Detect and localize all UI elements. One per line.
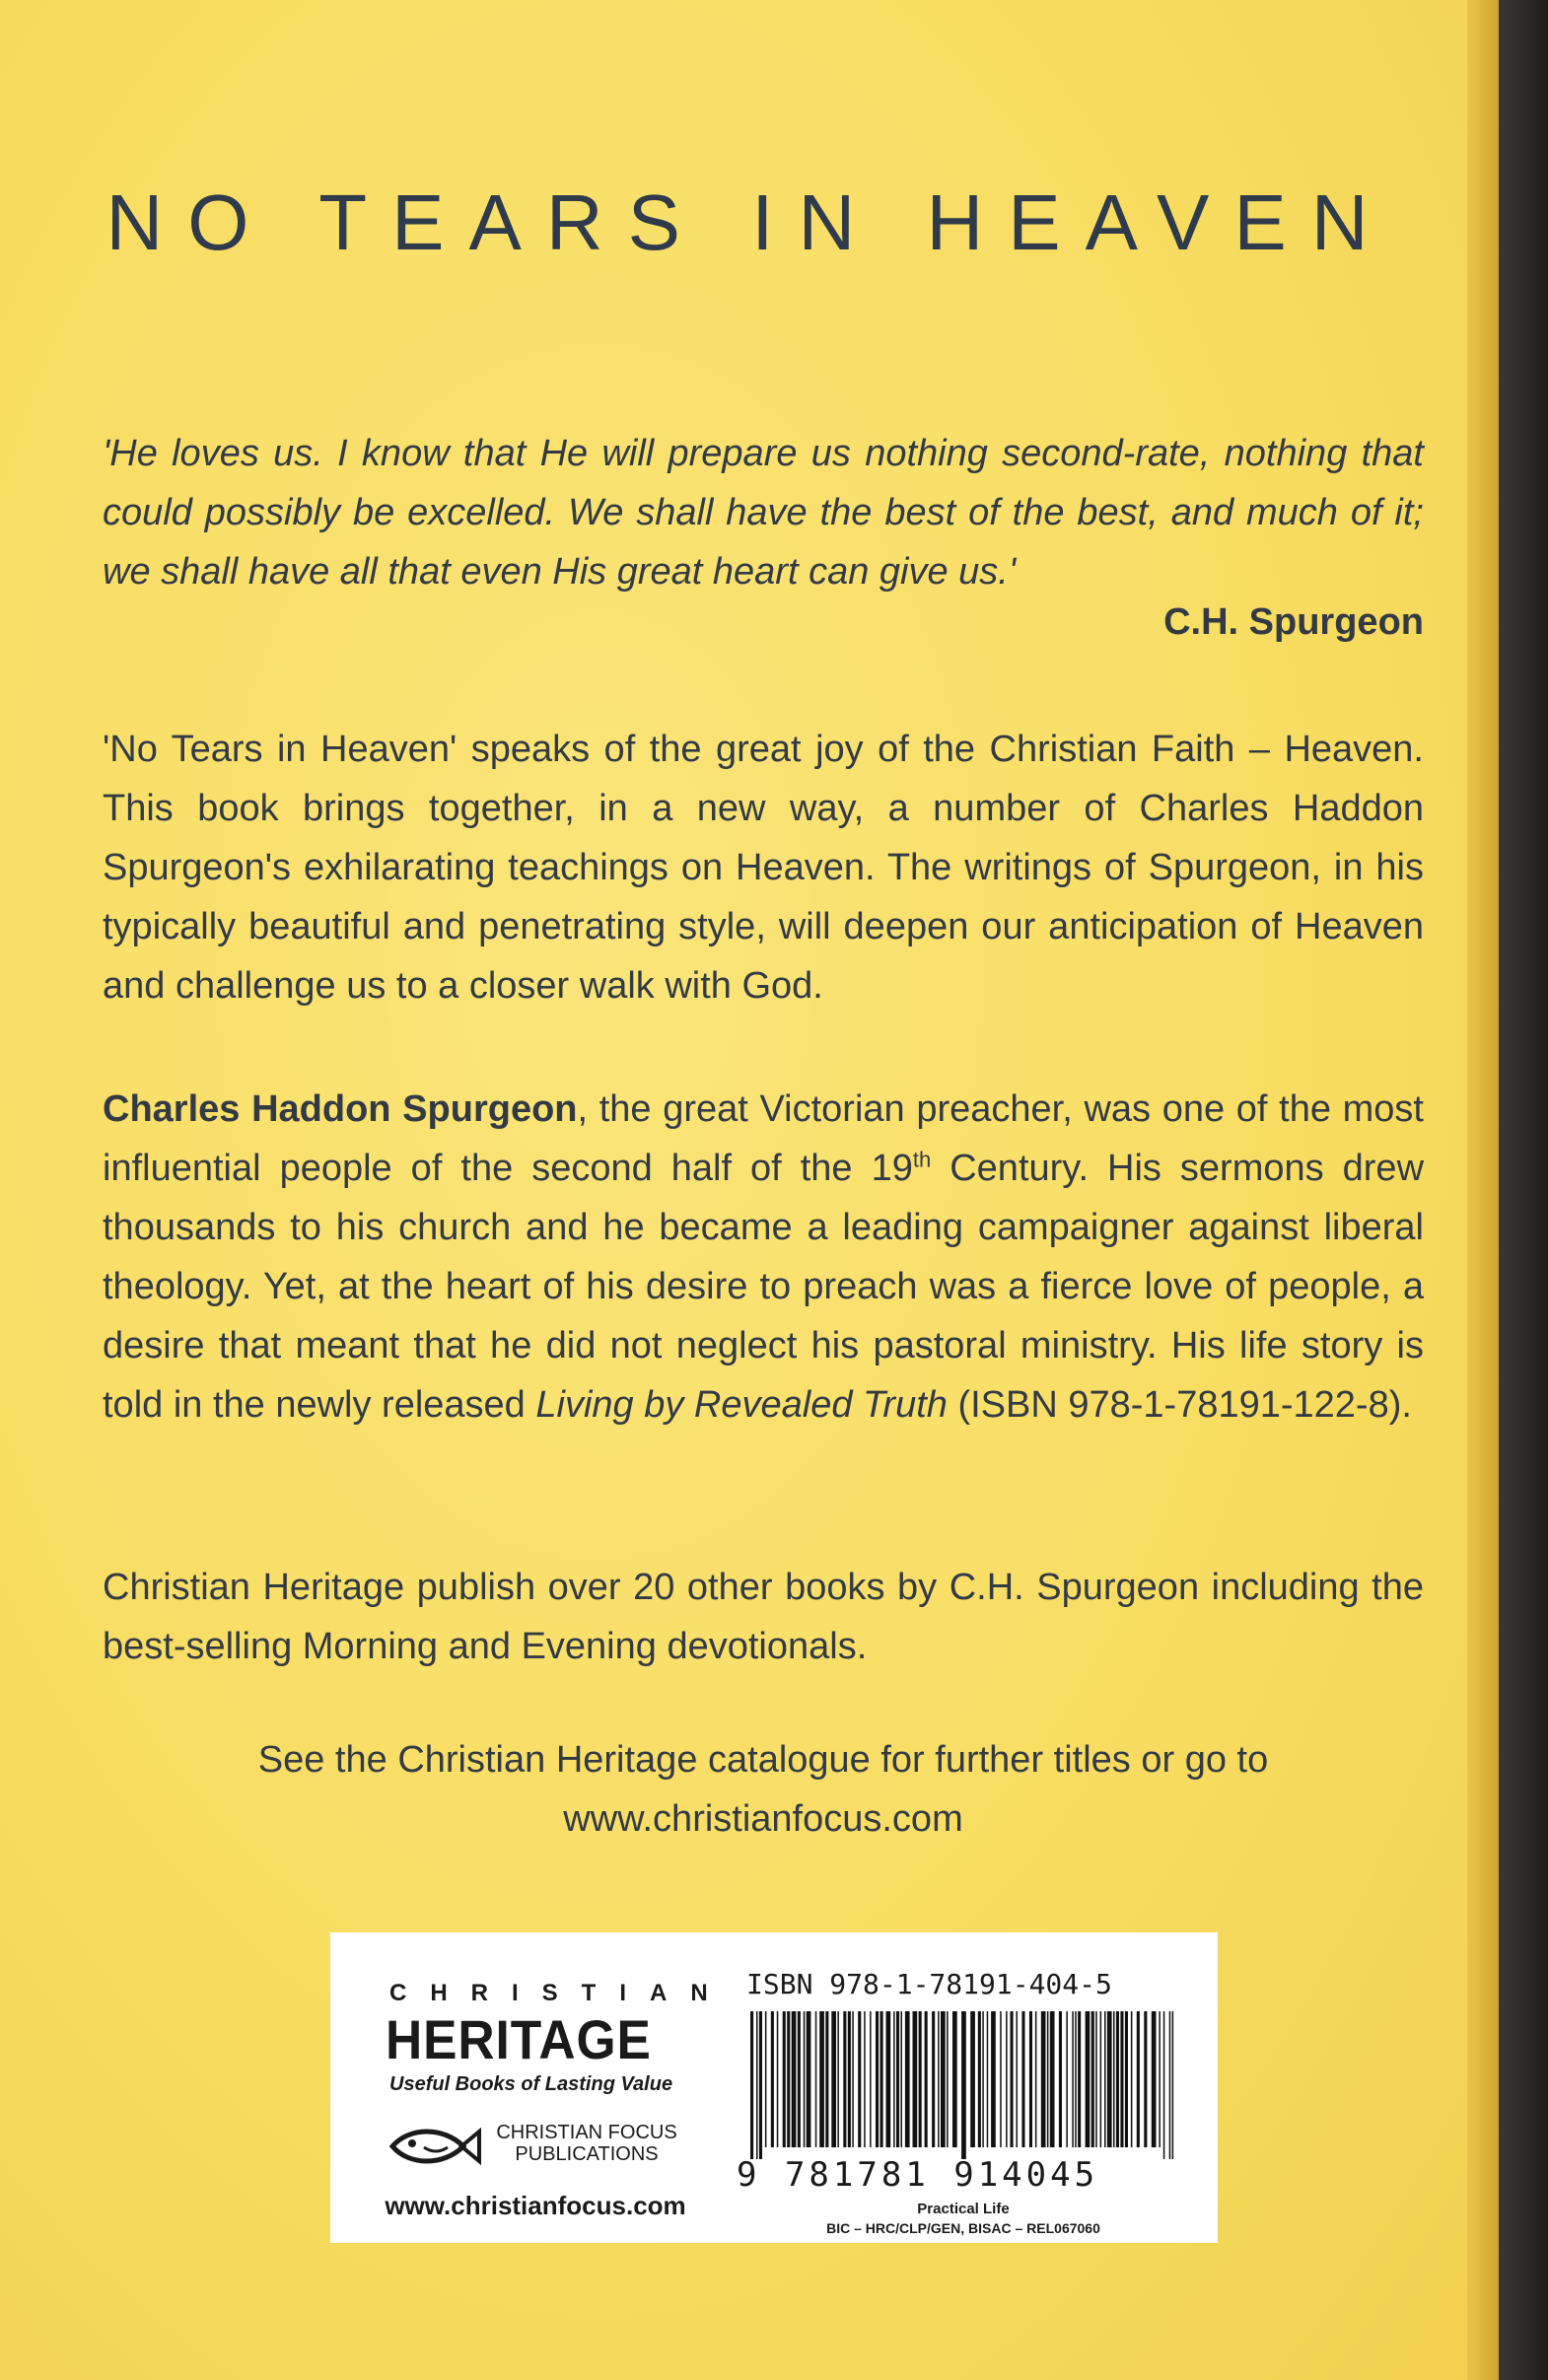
imprint-name: HERITAGE <box>386 2008 652 2070</box>
barcode-bar <box>1125 2011 1128 2147</box>
barcode-bar <box>1120 2011 1123 2147</box>
catalogue-line-1: See the Christian Heritage catalogue for further titles or go to <box>257 1739 1269 1781</box>
barcode-bar <box>991 2011 996 2147</box>
barcode-bar <box>1000 2011 1002 2147</box>
barcode-bar <box>1050 2011 1055 2147</box>
barcode-bar <box>1095 2011 1097 2147</box>
barcode-bar <box>1011 2011 1014 2147</box>
barcode-bar <box>1066 2011 1068 2147</box>
barcode-bar <box>1078 2011 1081 2147</box>
barcode-bar <box>919 2011 922 2147</box>
barcode-bar <box>1006 2011 1008 2147</box>
barcode-bar <box>1159 2011 1161 2147</box>
barcode-bar <box>1116 2011 1119 2147</box>
page-edge-shadow <box>1499 0 1548 2380</box>
barcode-bar <box>1163 2011 1165 2159</box>
barcode-bar <box>771 2011 774 2147</box>
imprint-tagline: Useful Books of Lasting Value <box>389 2073 673 2095</box>
barcode-digits: 9 781781 914045 <box>737 2155 1099 2195</box>
barcode-bar <box>1172 2011 1174 2159</box>
barcode-bar <box>756 2011 758 2159</box>
barcode-bar <box>901 2011 903 2147</box>
barcode-bar <box>870 2011 872 2147</box>
barcode-bar <box>750 2011 753 2159</box>
barcode-bar <box>1072 2011 1074 2147</box>
barcode-bar <box>1017 2011 1019 2147</box>
barcode-bar <box>848 2011 851 2147</box>
barcode-bar <box>1131 2011 1133 2147</box>
fish-logo-icon <box>385 2122 483 2171</box>
barcode-bar <box>1021 2011 1024 2147</box>
barcode-bar <box>787 2011 790 2147</box>
barcode-bar <box>952 2011 957 2147</box>
barcode-bar <box>831 2011 836 2147</box>
barcode-bar <box>978 2011 981 2147</box>
barcode-bar <box>852 2011 854 2147</box>
imprint-top-label: CHRISTIAN <box>389 1980 732 2006</box>
barcode-bar <box>765 2011 767 2147</box>
spurgeon-quote: 'He loves us. I know that He will prepare us nothing second-rate, nothing that could possibly be excelled. We shall have the best of the best, and much of it; we shall have all that even His great heart can give us.' <box>103 433 1424 593</box>
bio-superscript: th <box>912 1147 932 1172</box>
barcode-bar <box>970 2011 975 2147</box>
barcode-bar <box>759 2011 762 2159</box>
bio-part-2: Century. His sermons drew thousands to his church and he became a leading campaigner against liberal theology. Yet, at the heart of his desire to preach was a fierce love of people, a desire that meant that he did not neglect his pastoral ministry. His life story is told in the newly released <box>103 1148 1425 1426</box>
barcode-bar <box>798 2011 801 2147</box>
barcode-bar <box>1104 2011 1106 2147</box>
barcode-bar <box>1029 2011 1032 2147</box>
focus-line-2: PUBLICATIONS <box>515 2143 659 2165</box>
barcode-bar <box>1086 2011 1091 2147</box>
quote-attribution: C.H. Spurgeon <box>1163 601 1424 643</box>
classification-codes: BIC – HRC/CLP/GEN, BISAC – REL067060 <box>826 2220 1100 2236</box>
barcode-bar <box>792 2011 797 2147</box>
publisher-website: www.christianfocus.com <box>385 2191 686 2220</box>
barcode-bar <box>941 2011 946 2147</box>
barcode-bar <box>886 2011 891 2147</box>
barcode-bar <box>1107 2011 1112 2147</box>
barcode-bar <box>1113 2011 1115 2147</box>
barcode-bar <box>819 2011 824 2147</box>
barcode-bar <box>876 2011 879 2147</box>
barcode-bar <box>925 2011 928 2147</box>
barcode-bar <box>893 2011 895 2147</box>
barcode-bar <box>961 2011 966 2159</box>
barcode-bar <box>777 2011 779 2147</box>
author-name: Charles Haddon Spurgeon <box>103 1088 578 1130</box>
book-title: NO TEARS IN HEAVEN <box>106 178 1393 266</box>
barcode-bar <box>896 2011 899 2147</box>
isbn-label: ISBN 978-1-78191-404-5 <box>746 1968 1112 2000</box>
catalogue-url: www.christianfocus.com <box>563 1798 963 1840</box>
barcode-bar <box>1091 2011 1094 2147</box>
author-bio <box>103 1080 1424 1435</box>
spine-edge <box>1467 0 1499 2380</box>
barcode-bar <box>1059 2011 1062 2147</box>
more-books: Christian Heritage publish over 20 other books by C.H. Spurgeon including the best-selling Morning and Evening devotionals. <box>103 1567 1424 1667</box>
category-label: Practical Life <box>917 2201 1010 2217</box>
barcode-bar <box>880 2011 883 2147</box>
barcode-bar <box>987 2011 989 2147</box>
barcode-bar <box>864 2011 866 2147</box>
book-description: 'No Tears in Heaven' speaks of the great joy of the Christian Faith – Heaven. This book brings together, in a new way, a number of Charles Haddon Spurgeon's exhilarating teachings on Heaven. The writings of Spurgeon, in his typically beautiful and penetrating style, will deepen our anticipation of Heaven and challenge us to a closer walk with God. <box>103 729 1424 1007</box>
barcode-bar <box>825 2011 828 2147</box>
barcode-bar <box>783 2011 786 2147</box>
barcode-bar <box>1075 2011 1077 2147</box>
barcode-bar <box>843 2011 846 2147</box>
barcode-bar <box>1035 2011 1037 2147</box>
bio-book-title: Living by Revealed Truth <box>535 1384 948 1426</box>
bio-part-3: (ISBN 978-1-78191-122-8). <box>947 1384 1412 1426</box>
bio-part-1: , the great Victorian preacher, was one of the most influential people of the second half of the 19 <box>103 1088 1424 1189</box>
barcode-bar <box>807 2011 811 2147</box>
barcode-bar <box>1137 2011 1140 2147</box>
barcode-bar <box>1144 2011 1147 2147</box>
barcode-bar <box>837 2011 839 2147</box>
barcode-bar <box>947 2011 949 2147</box>
barcode-bar <box>913 2011 918 2147</box>
barcode-bar <box>938 2011 940 2147</box>
barcode-bar <box>1047 2011 1049 2147</box>
barcode-bar <box>905 2011 910 2147</box>
barcode-bar <box>982 2011 984 2147</box>
barcode-bar <box>1041 2011 1046 2147</box>
barcode-bar <box>932 2011 935 2147</box>
barcode-icon <box>746 2011 1180 2159</box>
barcode-bar <box>815 2011 817 2147</box>
barcode-bar <box>858 2011 861 2147</box>
focus-publisher-label <box>488 2122 685 2165</box>
barcode-bar <box>1100 2011 1102 2147</box>
publisher-barcode-panel <box>330 1932 1218 2243</box>
focus-line-1: CHRISTIAN FOCUS <box>496 2122 677 2143</box>
catalogue-note <box>103 1730 1424 1849</box>
barcode-bar <box>804 2011 806 2147</box>
barcode-bar <box>1152 2011 1157 2147</box>
barcode-bar <box>1169 2011 1171 2159</box>
